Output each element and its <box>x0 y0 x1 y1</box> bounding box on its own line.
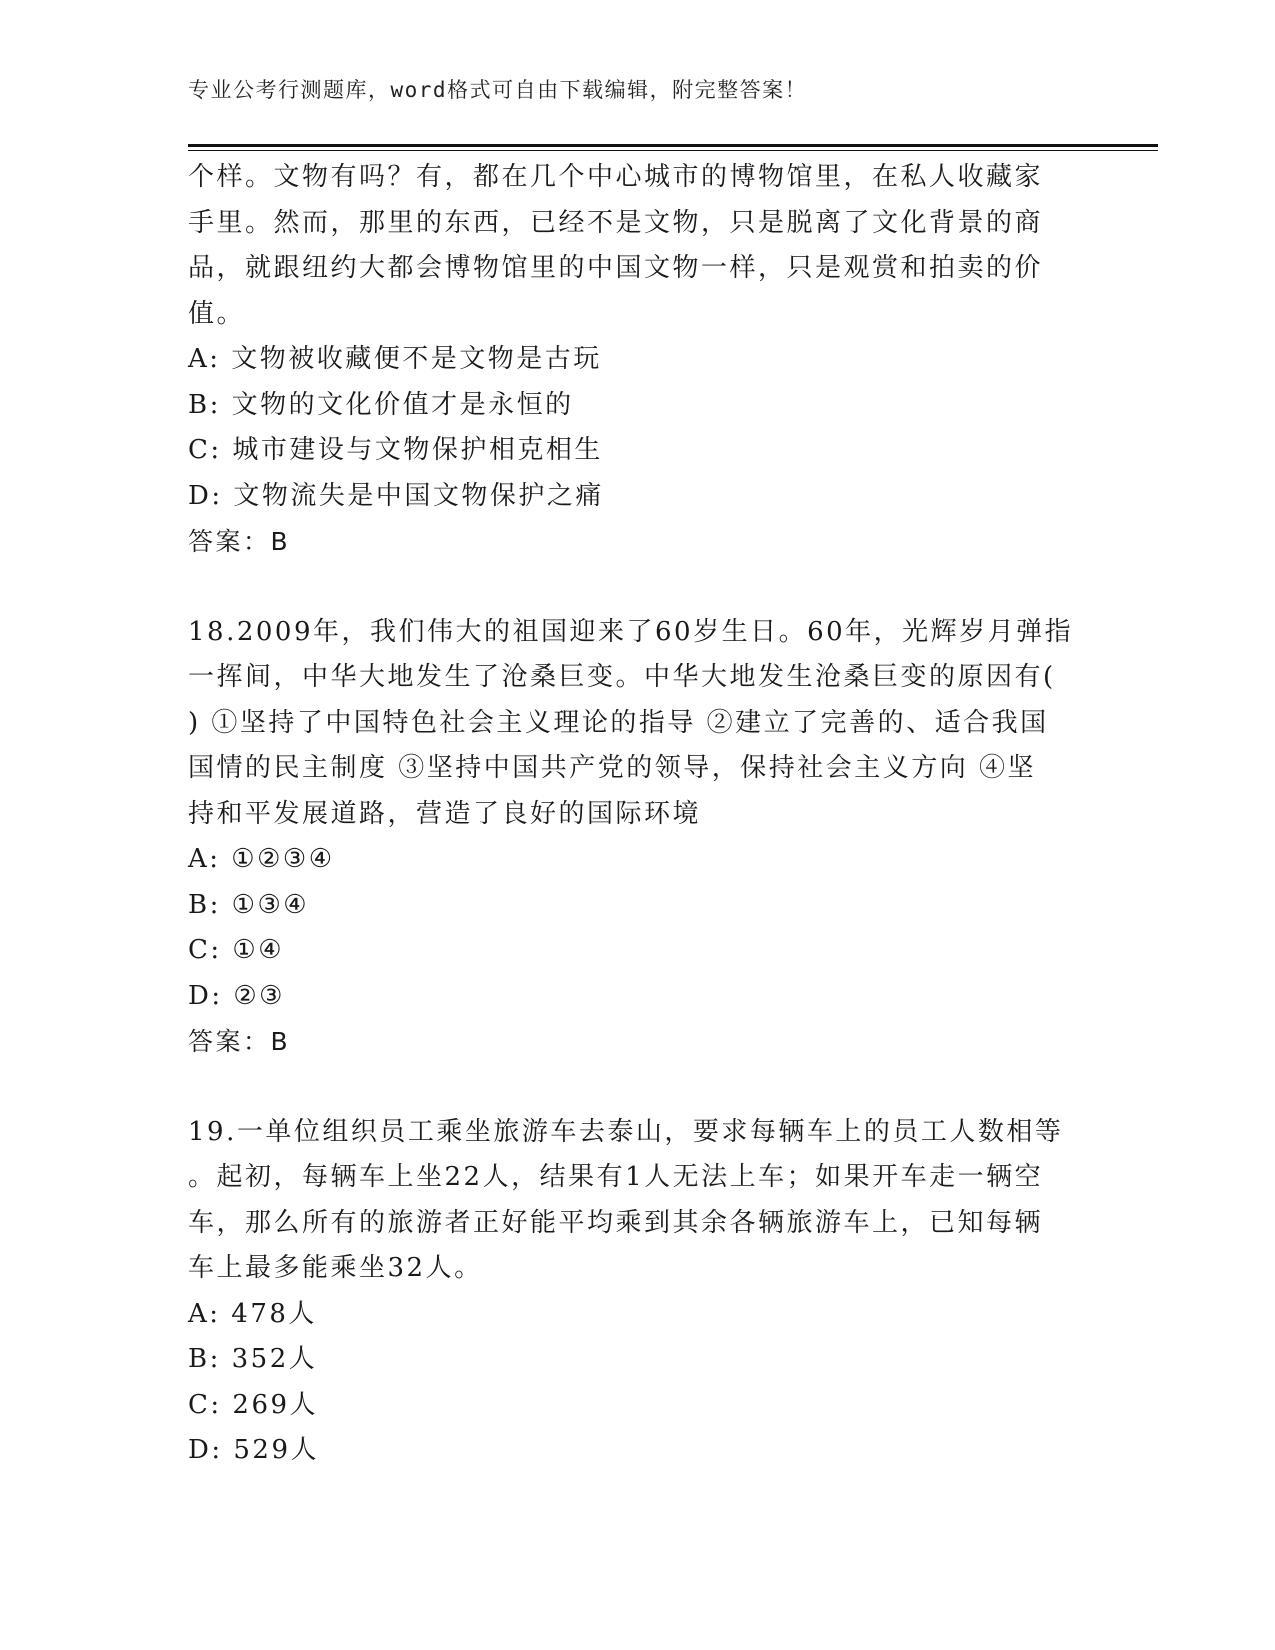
question-text-line: 个样。文物有吗？有，都在几个中心城市的博物馆里，在私人收藏家 <box>188 162 1044 192</box>
question-18 <box>188 610 1088 1065</box>
question-text-line: 18.2009年，我们伟大的祖国迎来了60岁生日。60年，光辉岁月弹指 <box>188 616 1074 647</box>
spacer <box>188 565 1088 610</box>
question-text-line: 值。 <box>188 298 246 329</box>
option-c: C: 269人 <box>188 1389 319 1420</box>
document-body <box>188 155 1088 1474</box>
question-text-line: 手里。然而，那里的东西，已经不是文物，只是脱离了文化背景的商 <box>188 207 1044 238</box>
page-header: 专业公考行测题库，word格式可自由下载编辑，附完整答案！ <box>188 78 808 102</box>
question-text-line: 19.一单位组织员工乘坐旅游车去泰山，要求每辆车上的员工人数相等 <box>188 1116 1064 1147</box>
option-a: A: 478人 <box>188 1298 317 1329</box>
option-b: B: 352人 <box>188 1344 318 1374</box>
question-text-line: 车，那么所有的旅游者正好能平均乘到其余各辆旅游车上，已知每辆 <box>188 1207 1044 1238</box>
option-b: B: ①③④ <box>188 889 310 920</box>
question-17 <box>188 155 1088 565</box>
option-d: D: 529人 <box>188 1435 319 1465</box>
question-text-line: 品，就跟纽约大都会博物馆里的中国文物一样，只是观赏和拍卖的价 <box>188 253 1044 283</box>
option-d: D: ②③ <box>188 980 285 1011</box>
question-text-line: 国情的民主制度 ③坚持中国共产党的领导，保持社会主义方向 ④坚 <box>188 753 1037 783</box>
option-c: C: 城市建设与文物保护相克相生 <box>188 435 603 465</box>
option-a: A: ①②③④ <box>188 844 335 874</box>
question-text-line: 车上最多能乘坐32人。 <box>188 1253 483 1283</box>
option-b: B: 文物的文化价值才是永恒的 <box>188 389 574 420</box>
header-divider-thick <box>188 144 1158 147</box>
spacer <box>188 1065 1088 1110</box>
answer-line: 答案：B <box>188 527 291 556</box>
option-c: C: ①④ <box>188 935 285 965</box>
question-19 <box>188 1110 1088 1474</box>
question-text-line: 一挥间，中华大地发生了沧桑巨变。中华大地发生沧桑巨变的原因有( <box>188 662 1056 692</box>
question-text-line: 持和平发展道路，营造了良好的国际环境 <box>188 798 702 829</box>
question-text-line: ) ①坚持了中国特色社会主义理论的指导 ②建立了完善的、适合我国 <box>188 707 1049 738</box>
option-d: D: 文物流失是中国文物保护之痛 <box>188 480 604 511</box>
option-a: A: 文物被收藏便不是文物是古玩 <box>188 344 602 374</box>
answer-line: 答案：B <box>188 1027 291 1056</box>
header-divider-thin <box>188 150 1158 151</box>
question-text-line: 。起初，每辆车上坐22人，结果有1人无法上车；如果开车走一辆空 <box>188 1162 1044 1192</box>
